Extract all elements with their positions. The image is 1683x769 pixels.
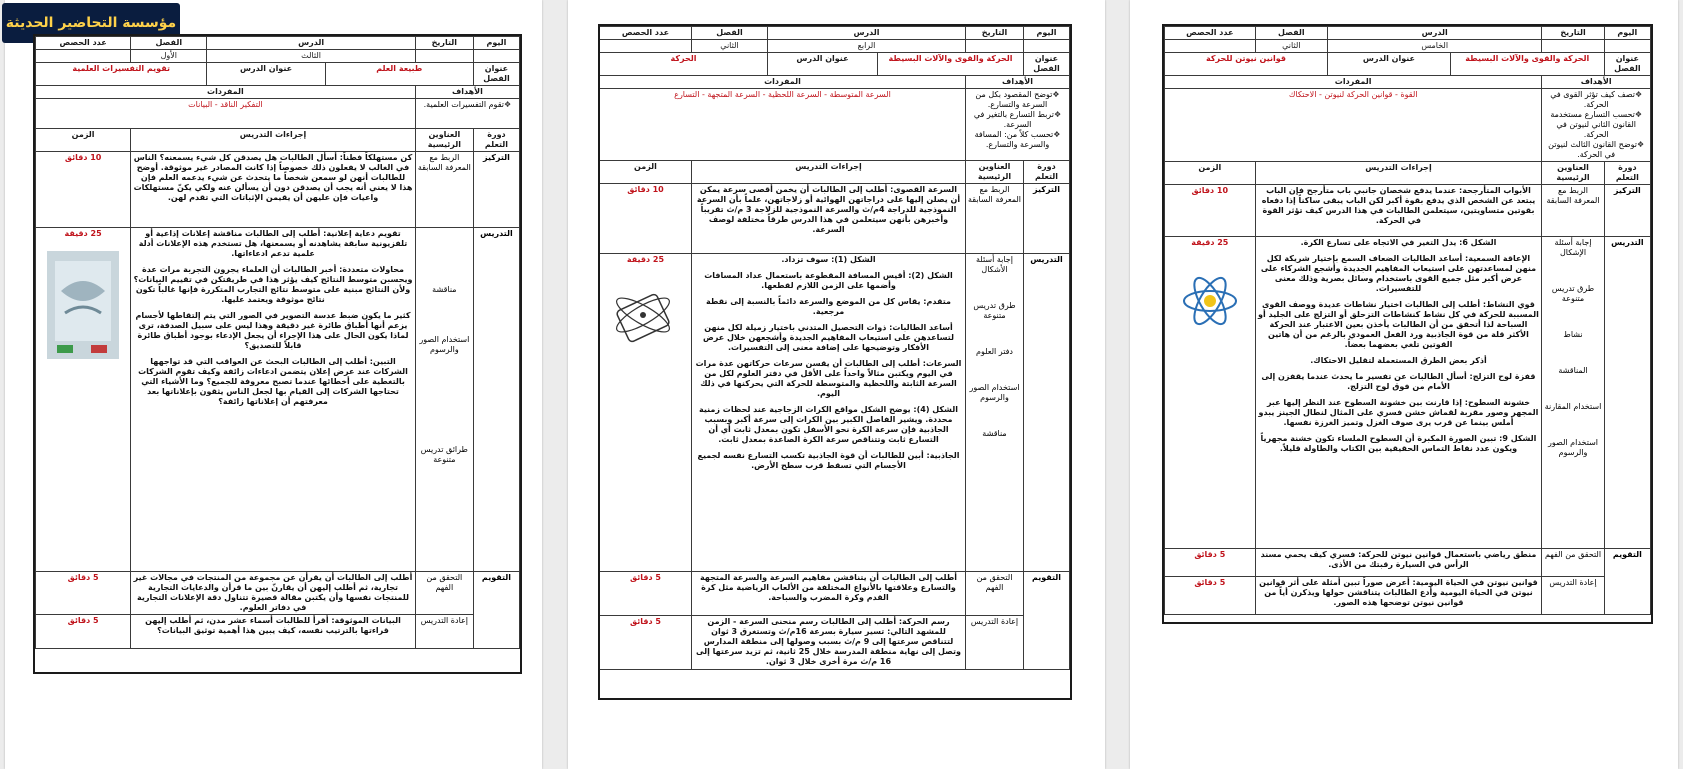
elements-label: العناوين الرئيسية [966,161,1024,184]
objective-item: ❖ تصف كيف تؤثر القوى في الحركة. [1544,90,1648,110]
strategy-item: طرائق تدريس متنوعة [420,445,468,464]
objectives-list [1542,89,1651,162]
strategy-item: استخدام المقارنة [1544,402,1602,411]
assess-procedure: أطلب إلى الطالبات أن يقرأن عن مجموعة من المنتجات في مجالات غير تجارية، ثم أطلب إليهن أن يقارنّ بين ما قرأن والدعايات التجارية للمنتجات نفسها وأن يكتبن مقالة قصيرة تتناول دقة الإعلانات التجارية في دفاتر العلوم. [131,572,416,615]
procedures-label: إجراءات التدريس [1255,162,1542,185]
strategy-item: استخدام الصور والرسوم [1548,438,1599,457]
unit-title: طبيعة العلم [325,63,473,86]
procedure-paragraph: الجاذبية: أبين للطالبات أن قوة الجاذبية تكسب التسارع نفسه لجميع الأجسام التي تسقط قرب سطح الأرض. [697,451,960,470]
objective-item: ❖ تربط التسارع بالتغير في السرعة. [968,110,1067,130]
procedures-label: إجراءات التدريس [691,161,965,184]
lesson-title: الحركة [599,53,767,76]
lesson-title: تقويم التفسيرات العلمية [36,63,207,86]
stage-label: دورة التعلم [473,129,519,152]
lesson-label: الدرس [1328,27,1542,40]
strategy-item: مناقشة [432,285,457,294]
date-label: التاريخ [966,27,1024,40]
focus-procedure: كن مستهلكاً فطناً: أسأل الطالبات هل يصدقن كل شيء يسمعنه؟ الناس في الغالب لا يفعلون ذلك خصوصاً إذا كانت المصادر غير موثوقة. أوضح للطالبات أنهن لو سمعن شخصاً ما يتحدث عن شيء يدعمه العلم فإن هذا لا يعني أنه يجب أن يصدقن دون أن يسألن عنه ولكي يكنّ مستهلكات واعيات فإن عليهن أن يقيمن الإثباتات التي تقدم لهن. [131,152,416,228]
day-label: اليوم [1604,27,1650,40]
reteach-time: 5 دقائق [1165,577,1256,615]
teach-time [599,254,691,572]
lesson-number: الخامس [1328,40,1542,53]
objectives-label: الأهداف [966,76,1070,89]
class-label: الفصل [1255,27,1327,40]
lesson-number: الرابع [767,40,965,53]
class-number: الأول [131,50,207,63]
unit-title: الحركة والقوى والآلات البسيطة [878,53,1024,76]
focus-time: 10 دقائق [36,152,131,228]
teach-stage: التدريس [473,228,519,572]
periods-label: عدد الحصص [599,27,691,40]
lesson-title: قوانين نيوتن للحركة [1165,53,1328,76]
lesson-title-label: عنوان الدرس [767,53,877,76]
assess-stage: التقويم [1024,572,1070,670]
time-label: الزمن [1165,162,1256,185]
focus-element: الربط مع المعرفة السابقة [1542,185,1604,237]
logo-text: مؤسسة التحاضير الحديثة [5,15,177,31]
strategy-item: إجابة أسئلة الإشكال [1554,238,1592,257]
procedure-paragraph: الشكل 6: يدل التغير في الاتجاه على تسارع الكرة. [1300,238,1497,247]
assess-procedure: منطق رياضي باستعمال قوانين نيوتن للحركة: فسري كيف يحمي مسند الرأس في السيارة رقبتك من الأذى. [1255,549,1542,577]
reteach-time: 5 دقائق [36,615,131,649]
teach-stage: التدريس [1604,237,1650,549]
class-label: الفصل [131,37,207,50]
procedure-paragraph: التبين: أطلب إلى الطالبات البحث عن العواقب التي قد تواجهها الشركات عند عرض إعلان يتضمن ادعاءات زائفة وكيف تقوم الشركات بالتغطية على أخطائها عندما تصبح معروفة للجميع؟ وما الأشياء التي تحتاجها الشركات إلى القيام بها لجعل الناس يثقون بإعلاناتها بعد معرفتهم أن إعلاناتها زائفة؟ [138,357,408,406]
periods-label: عدد الحصص [36,37,131,50]
objectives-label: الأهداف [415,86,519,99]
reteach-element: إعادة التدريس [966,616,1024,670]
class-label: الفصل [691,27,767,40]
vocab-list: التفكير الناقد - البيانات [36,99,416,129]
assess-element: التحقق من الفهم [1542,549,1604,577]
lesson-label: الدرس [207,37,415,50]
objectives-list [966,89,1070,161]
focus-element: الربط مع المعرفة السابقة [966,184,1024,254]
unit-title-label: عنوان الفصل [1604,53,1650,76]
stage-label: دورة التعلم [1604,162,1650,185]
objective-item: ❖ تقوم التفسيرات العلمية. [418,100,517,110]
procedure-paragraph: خشونة السطوح: إذا قارنت بين خشونة السطوح عند النظر إليها عبر المجهر وصور مقربة لقماش خشن فسري على المثال لنطال الجينز يبدو أملس بينما عن قرب يرى صوف الغزل وتميز الغرزة نفسها. [1258,398,1539,427]
time-label: الزمن [599,161,691,184]
reteach-element: إعادة التدريس [1542,577,1604,615]
procedure-paragraph: الإعاقة السمعية: أساعد الطالبات الضعاف السمع بإختيار شريكة لكل منهن لمساعدتهن على استيعاب المفاهيم الجديدة وأشجع الشركاء على عرض أكبر مثل جميع القوى باستخدام وسائل بصرية وذلك معنى للتفسيرات. [1260,254,1537,293]
teach-time [1165,237,1256,549]
lesson-title-label: عنوان الدرس [207,63,325,86]
teach-time-value: 25 دقيقة [64,229,102,238]
class-number: الثاني [1255,40,1327,53]
day-label: اليوم [1024,27,1070,40]
unit-title-label: عنوان الفصل [1024,53,1070,76]
vocab-label: المفردات [599,76,965,89]
focus-time: 10 دقائق [1165,185,1256,237]
assess-time: 5 دقائق [1165,549,1256,577]
strategy-item: طرق تدريس متنوعة [973,301,1016,320]
day-label: اليوم [473,37,519,50]
unit-title-label: عنوان الفصل [473,63,519,86]
teach-time-value: 25 دقيقة [626,255,665,264]
lesson-title-label: عنوان الدرس [1328,53,1451,76]
focus-stage: التركيز [1604,185,1650,237]
assess-time: 5 دقائق [599,572,691,616]
objective-item: ❖ توضح القانون الثالث لنيوتن في الحركة. [1544,140,1648,160]
strategy-item: دفتر العلوم [975,347,1013,356]
procedure-paragraph: السرعات: أطلب إلى الطالبات أن يقسن سرعات حركاتهن عدة مرات في اليوم ويكتبن مثالاً واحداً على الأقل في دفتر العلوم لكل من السرعة الثابتة واللحظية والمتوسطة للحركة التي يحركنها في ذلك اليوم. [695,359,962,398]
class-number: الثاني [691,40,767,53]
vocab-list: القوة - قوانين الحركة لنيوتن - الاحتكاك [1165,89,1542,162]
objective-item: ❖ تحسب التسارع مستخدمة القانون الثاني لنيوتن في الحركة. [1544,110,1648,140]
reteach-procedure: قوانين نيوتن في الحياة اليومية: أعرض صوراً تبين أمثلة على أثر قوانين نيوتن في الحياة اليومية وأدع الطالبات يتناقشن حولها ويذكرن أياً من قوانين نيوتن توضحها هذه الصور. [1255,577,1542,615]
teach-time [36,228,131,572]
objective-item: ❖ تحسب كلاً من: المسافة والسرعة والتسارع. [968,130,1067,150]
strategy-item: استخدام الصور والرسوم [969,383,1020,402]
focus-time: 10 دقائق [599,184,691,254]
date-label: التاريخ [1542,27,1604,40]
lesson-number: الثالث [207,50,415,63]
reteach-procedure: البيانات الموثوقة: أقرأ للطالبات أسماء عشر مدن، ثم أطلب إليهن قراءتها بالترتيب نفسه، كيف يبين هذا أهمية توثيق البيانات؟ [131,615,416,649]
lesson-sheet-1 [1162,24,1653,624]
vocab-label: المفردات [36,86,416,99]
teach-stage: التدريس [1024,254,1070,572]
teach-procedure [131,228,416,572]
objectives-list [415,99,519,129]
objective-item: ❖ توضح المقصود بكل من السرعة والتسارع. [968,90,1067,110]
scroll-atom-icon [607,275,683,355]
procedure-paragraph: تقويم دعاية إعلانية: أطلب إلى الطالبات مناقشة إعلانات إذاعية أو تلفزيونية سابقة يشاهدنه أو يسمعنها، هل تستخدم هذه الإعلانات أدلة علمية تدعم ادعاءاتها. [138,229,408,258]
focus-procedure: الأبواب المتأرجحة: عندما يدفع شخصان جانبي باب متأرجح فإن الباب يبتعد عن الشخص الذي يدفع بقوة أكبر لكن الباب يبقى ساكناً إذا دفعاه بقوتين متساويتين، سيتعلمن الطالبات في هذا الدرس كيف تؤثر القوة في الحركة. [1255,185,1542,237]
strategy-item: المناقشة [1558,366,1588,375]
assess-element: التحقق من الفهم [966,572,1024,616]
reteach-time: 5 دقائق [599,616,691,670]
procedure-paragraph: محاولات متعددة: أخبر الطالبات أن العلماء يجرون التجربة مرات عدة ويحسبن متوسط النتائج كيف يؤثر هذا في طريقتكن في تقييم البيانات؟ ولأن النتائج مبنية على متوسط نتائج التجارب المتكررة فإنها غالباً تكون نتائج موثوقة ويعتمد عليها. [133,265,413,304]
photo-image [47,251,119,359]
strategy-item: استخدام الصور والرسوم [419,335,470,354]
teach-procedure [691,254,965,572]
procedure-paragraph: الشكل 9: تبين الصورة المكبرة أن السطوح الملساء تكون خشنة مجهرياً ويكون عدد نقاط التماس الحقيقية بين الكتاب والطاولة قليلاً. [1260,434,1537,453]
assess-time: 5 دقائق [36,572,131,615]
assess-procedure: أطلب إلى الطالبات أن يتناقشن مفاهيم السرعة والسرعة المتجهة والتسارع وعلاقتها بالأنواع المختلفة من الألعاب الرياضية مثل كرة القدم وكرة المضرب والسباحة. [691,572,965,616]
procedure-paragraph: الشكل (4): يوضح الشكل مواقع الكرات الزجاجية عند لحظات زمنية محددة. ويشير الفاصل الكبير بين الكرات إلى سرعة أكبر وبسبب الجاذبية فإن سرعة الكرة نحو الأسفل تكون بمعدل ثابت أي أن التسارع ثابت وتتناقص سرعة الكرة الصاعدة بمعدل ثابت. [699,405,958,444]
vocab-label: المفردات [1165,76,1542,89]
strategy-item: طرق تدريس متنوعة [1551,284,1595,303]
focus-stage: التركيز [473,152,519,228]
assess-stage: التقويم [473,572,519,649]
procedures-label: إجراءات التدريس [131,129,416,152]
focus-element: الربط مع المعرفة السابقة [415,152,473,228]
assess-stage: التقويم [1604,549,1650,615]
teach-time-value: 25 دقيقة [1191,238,1229,247]
lesson-sheet-3 [33,34,522,674]
assess-element: التحقق من الفهم [415,572,473,615]
strategy-item: مناقشة [982,429,1007,438]
date-label: التاريخ [415,37,473,50]
procedure-paragraph: قفزة لوح التزلج: أسأل الطالبات عن تفسير ما يحدث عندما يقفزن إلى الأمام من فوق لوح التزلج. [1261,372,1536,391]
vocab-list: السرعة المتوسطة - السرعة اللحظية - السرعة المتجهة - التسارع [599,89,965,161]
time-label: الزمن [36,129,131,152]
procedure-paragraph: الشكل (1): سوف تزداد. [781,255,876,264]
unit-title: الحركة والقوى والآلات البسيطة [1450,53,1604,76]
elements-label: العناوين الرئيسية [415,129,473,152]
focus-stage: التركيز [1024,184,1070,254]
lesson-label: الدرس [767,27,965,40]
atom-icon [1180,258,1240,344]
procedure-paragraph: أذكر بعض الطرق المستعملة لتقليل الاحتكاك. [1310,356,1487,365]
reteach-element: إعادة التدريس [415,615,473,649]
reteach-procedure: رسم الحركة: أطلب إلى الطالبات رسم منحنى السرعة - الزمن للمشهد التالي: تسير سيارة بسرعة 16م/ث وتستغرق 3 ثوان لتتناقص سرعتها إلى 9 م/ث بسبب وصولها إلى منطقة المدارس وتصل إلى نهاية منطقة المدرسة خلال 25 ثانية، ثم تزيد سرعتها إلى 16 م/ث مرة أخرى خلال 3 ثوان. [691,616,965,670]
strategy-item: إجابة أسئلة الأشكال [976,255,1013,274]
procedure-paragraph: أساعد الطالبات: ذوات التحصيل المتدني باختيار زميلة لكل منهن لتساعدهن على استيعاب المفاهيم الجديدة وأشجعهن خلال عرض الأفكار وتوضيحها على إضافة معنى إلى التفسيرات. [702,323,954,352]
elements-label: العناوين الرئيسية [1542,162,1604,185]
procedure-paragraph: متقدم: يقاس كل من الموضع والسرعة دائماً بالنسبة إلى نقطة مرجعية. [706,297,951,316]
focus-procedure: السرعة القصوى: أطلب إلى الطالبات أن يخمن أقصى سرعة يمكن أن يصلن إليها على دراجاتهن الهوائية أو زلاجاتهن، علماً بأن السرعة النموذجية للدراجة 4م/ث والسرعة النموذجية للزلاجة 3 م/ث تقريباً وأخبرهن بأنهن سيتعلمن في هذا الدرس طرقاً مختلفة لوصف السرعة. [691,184,965,254]
teach-strategies [415,228,473,572]
teach-strategies [966,254,1024,572]
strategy-item: نشاط [1563,330,1583,339]
procedure-paragraph: قوي النشاط: أطلب إلى الطالبات اختيار نشاطات عديدة ووصف القوى المسببة للحركة في كل نشاط كنشاطات التزحلق أو التزلج على الجليد أو السباحة لذا أتحقق من أن الطالبات يأخذن بعين الاعتبار عند الحركة الأكثر قلة من قوة الجاذبية ورد الفعل العمودي بالرغم من أن هاتين القوتين تلغي بعضهما بعضاً. [1258,300,1539,349]
periods-label: عدد الحصص [1165,27,1256,40]
lesson-sheet-2 [598,24,1072,700]
objectives-label: الأهداف [1542,76,1651,89]
procedure-paragraph: الشكل (2): أقيس المسافة المقطوعة باستعمال عداد المسافات وأضمها على الزمن اللازم لقطعها. [704,271,953,290]
teach-procedure [1255,237,1542,549]
procedure-paragraph: كثير ما يكون ضبط عدسة التصوير في الصور التي يتم إلتقاطها لأجسام يزعم أنها أطباق طائرة غير دقيقة وهذا ليس على سبيل الصدفة، ترى لماذا يكون الحال على هذا الإجراء أن يجعل الإدعاء بوجود أطباق طائرة قابلاً للتصديق؟ [135,311,411,350]
teach-strategies [1542,237,1604,549]
stage-label: دورة التعلم [1024,161,1070,184]
